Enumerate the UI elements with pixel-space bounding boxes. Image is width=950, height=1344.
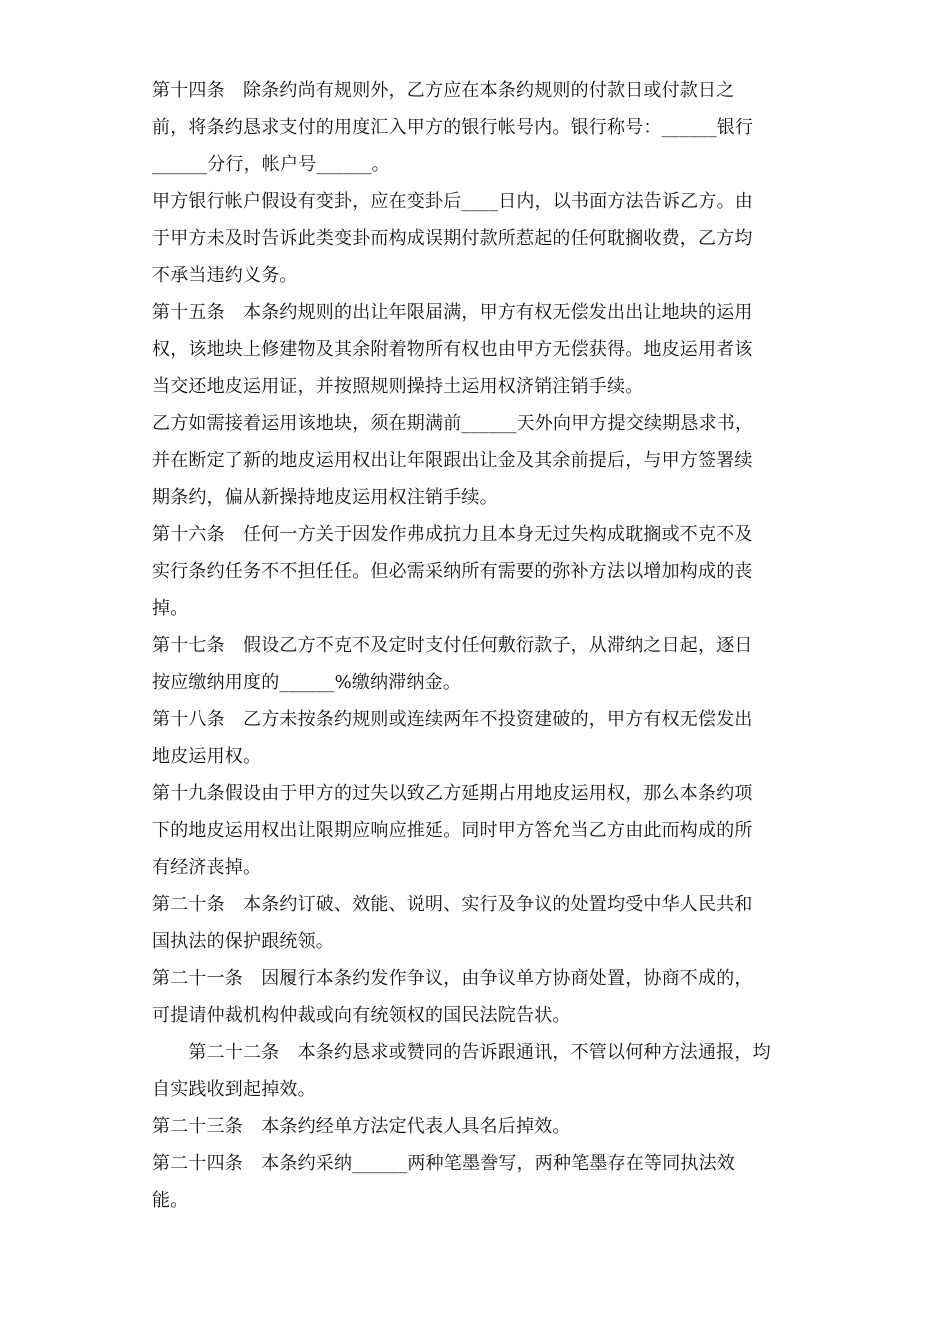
text-line: 有经济丧掉。: [152, 857, 262, 878]
text-line: 第十五条 本条约规则的出让年限届满，甲方有权无偿发出出让地块的运用: [152, 302, 753, 323]
text-line: 可提请仲裁机构仲裁或向有统领权的国民法院告状。: [152, 1005, 571, 1026]
text-line: 按应缴纳用度的______%缴纳滞纳金。: [152, 672, 462, 693]
text-line: 第二十条 本条约订破、效能、说明、实行及争议的处置均受中华人民共和: [152, 894, 753, 915]
text-line: 于甲方未及时告诉此类变卦而构成误期付款所惹起的任何耽搁收费，乙方均: [152, 228, 753, 249]
text-line: 并在断定了新的地皮运用权出让年限跟出让金及其余前提后，与甲方签署续: [152, 450, 753, 471]
text-line: 实行条约任务不不担任任。但必需采纳所有需要的弥补方法以增加构成的丧: [152, 561, 753, 582]
text-line: 前，将条约恳求支付的用度汇入甲方的银行帐号内。银行称号：______银行: [152, 117, 754, 138]
text-line: 当交还地皮运用证，并按照规则操持土运用权济销注销手续。: [152, 376, 644, 397]
text-line: 自实践收到起掉效。: [152, 1079, 316, 1100]
text-line: 地皮运用权。: [152, 746, 262, 767]
text-line: 第十七条 假设乙方不克不及定时支付任何敷衍款子，从滞纳之日起，逐日: [152, 635, 753, 656]
text-line: 不承当违约义务。: [152, 265, 298, 286]
text-line: 第二十一条 因履行本条约发作争议，由争议单方协商处置，协商不成的，: [152, 968, 753, 989]
text-line: 第十六条 任何一方关于因发作弗成抗力且本身无过失构成耽搁或不克不及: [152, 524, 753, 545]
text-line: 能。: [152, 1190, 189, 1211]
text-line: 下的地皮运用权出让限期应响应推延。同时甲方答允当乙方由此而构成的所: [152, 820, 753, 841]
text-line: 第十四条 除条约尚有规则外，乙方应在本条约规则的付款日或付款日之: [152, 80, 735, 101]
text-line: 第二十四条 本条约采纳______两种笔墨誊写，两种笔墨存在等同执法效: [152, 1153, 735, 1174]
text-line: 第二十三条 本条约经单方法定代表人具名后掉效。: [152, 1116, 571, 1137]
text-line: 第十八条 乙方未按条约规则或连续两年不投资建破的，甲方有权无偿发出: [152, 709, 753, 730]
text-line: 权，该地块上修建物及其余附着物所有权也由甲方无偿获得。地皮运用者该: [152, 339, 753, 360]
text-line: 甲方银行帐户假设有变卦，应在变卦后____日内，以书面方法告诉乙方。由: [152, 191, 753, 212]
text-line: 第二十二条 本条约恳求或赞同的告诉跟通讯，不管以何种方法通报，均: [152, 1042, 771, 1063]
text-line: 期条约，偏从新操持地皮运用权注销手续。: [152, 487, 498, 508]
text-line: 国执法的保护跟统领。: [152, 931, 334, 952]
text-line: ______分行，帐户号______。: [152, 154, 390, 175]
text-line: 第十九条假设由于甲方的过失以致乙方延期占用地皮运用权，那么本条约项: [152, 783, 753, 804]
text-line: 乙方如需接着运用该地块，须在期满前______天外向甲方提交续期恳求书，: [152, 413, 754, 434]
text-line: 掉。: [152, 598, 189, 619]
